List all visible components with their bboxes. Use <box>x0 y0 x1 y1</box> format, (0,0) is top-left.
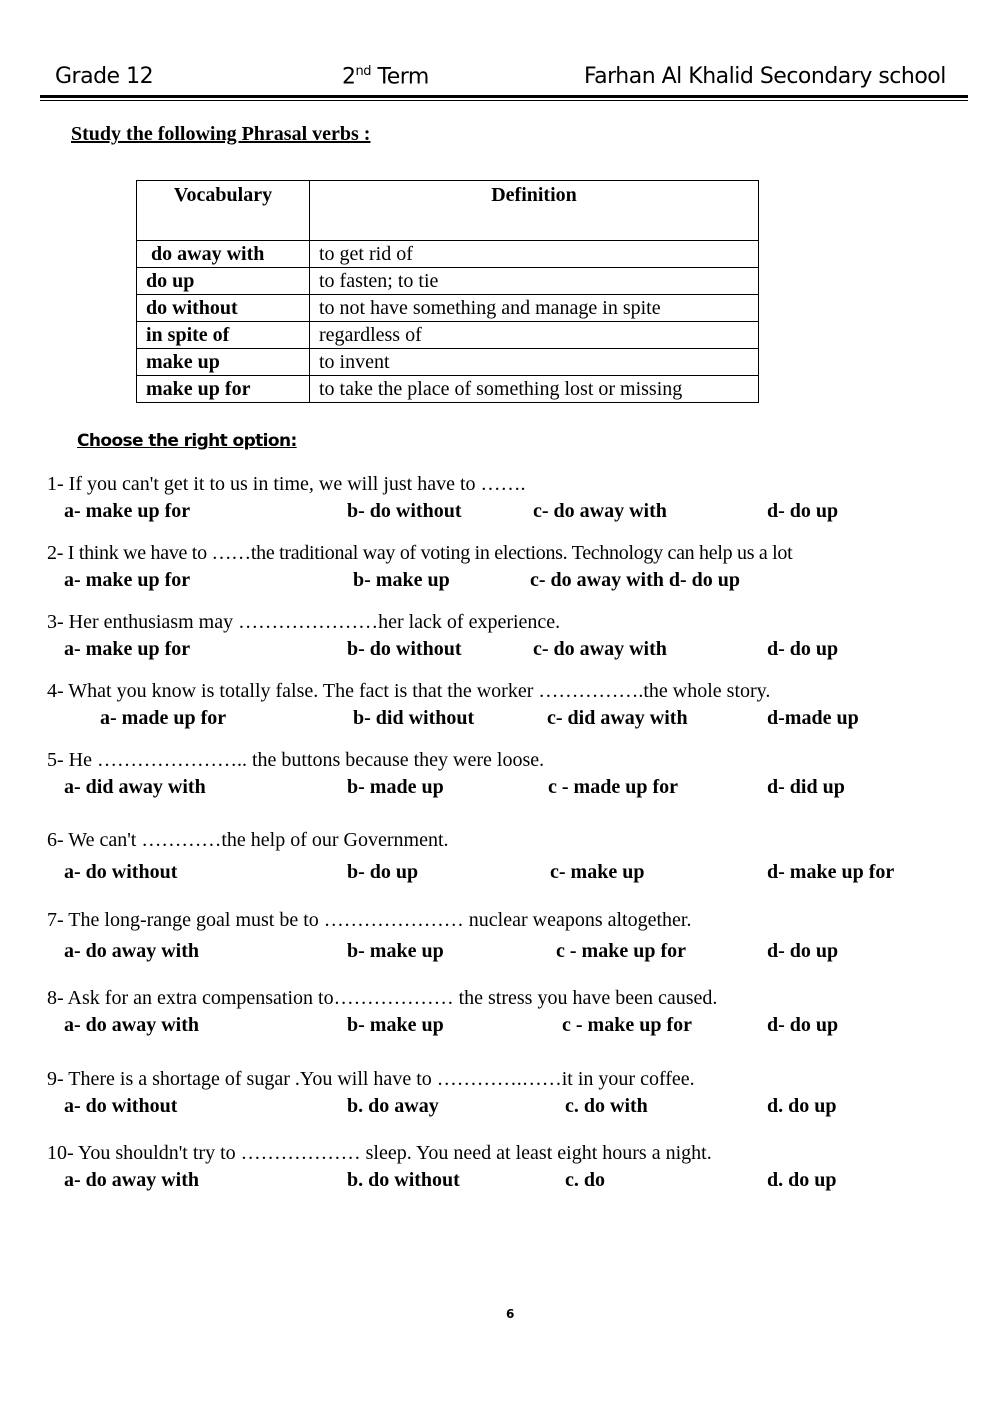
question-3-option-c[interactable]: c- do away with <box>533 638 667 660</box>
vocab-definition: to fasten; to tie <box>310 268 759 295</box>
exercise-title: Choose the right option: <box>77 431 297 451</box>
question-10-option-d[interactable]: d. do up <box>767 1169 837 1191</box>
header-school: Farhan Al Khalid Secondary school <box>584 64 946 89</box>
question-4-option-d[interactable]: d-made up <box>767 707 859 729</box>
vocab-definition: regardless of <box>310 322 759 349</box>
question-8-option-d[interactable]: d- do up <box>767 1014 839 1036</box>
section-title: Study the following Phrasal verbs : <box>71 123 371 145</box>
vocab-definition: to take the place of something lost or missing <box>310 376 759 403</box>
question-4-text: 4- What you know is totally false. The fact is that the worker …………….the whole story. <box>47 680 771 702</box>
question-4-option-a[interactable]: a- made up for <box>100 707 227 729</box>
question-10-option-b[interactable]: b. do without <box>347 1169 460 1191</box>
question-7-text: 7- The long-range goal must be to ………………… nuclear weapons altogether. <box>47 909 692 931</box>
question-7-option-b[interactable]: b- make up <box>347 940 444 962</box>
page-number: 6 <box>506 1307 515 1321</box>
question-2-option-b[interactable]: b- make up <box>353 569 450 591</box>
table-row <box>137 322 759 349</box>
question-9-option-c[interactable]: c. do with <box>565 1095 648 1117</box>
vocab-definition: to not have something and manage in spite <box>310 295 759 322</box>
question-3-text: 3- Her enthusiasm may …………………her lack of experience. <box>47 611 561 633</box>
question-5-option-c[interactable]: c - made up for <box>548 776 678 798</box>
header-term <box>342 64 429 89</box>
question-6-option-c[interactable]: c- make up <box>550 861 645 883</box>
vocab-word: do up <box>137 268 310 295</box>
question-8-option-c[interactable]: c - make up for <box>562 1014 692 1036</box>
question-1-option-b[interactable]: b- do without <box>347 500 462 522</box>
table-row <box>137 295 759 322</box>
question-6-option-b[interactable]: b- do up <box>347 861 419 883</box>
question-8-option-b[interactable]: b- make up <box>347 1014 444 1036</box>
question-5-option-b[interactable]: b- made up <box>347 776 444 798</box>
vocab-word: do away with <box>137 241 310 268</box>
question-8-option-a[interactable]: a- do away with <box>64 1014 200 1036</box>
table-row <box>137 241 759 268</box>
question-6-option-a[interactable]: a- do without <box>64 861 178 883</box>
question-1-option-a[interactable]: a- make up for <box>64 500 191 522</box>
question-5-option-d[interactable]: d- did up <box>767 776 845 798</box>
header-term-number: 2 <box>342 64 356 90</box>
definition-header: Definition <box>310 181 759 241</box>
vocab-word: do without <box>137 295 310 322</box>
table-row <box>137 376 759 403</box>
question-4-option-c[interactable]: c- did away with <box>547 707 688 729</box>
header-grade: Grade 12 <box>55 64 154 89</box>
question-5-option-a[interactable]: a- did away with <box>64 776 206 798</box>
question-7-option-d[interactable]: d- do up <box>767 940 839 962</box>
table-header-row <box>137 181 759 241</box>
header-rule <box>40 95 968 98</box>
question-8-text: 8- Ask for an extra compensation to……………… the stress you have been caused. <box>47 987 718 1009</box>
question-7-option-c[interactable]: c - make up for <box>556 940 686 962</box>
question-9-option-a[interactable]: a- do without <box>64 1095 178 1117</box>
question-2-option-a[interactable]: a- make up for <box>64 569 191 591</box>
question-1-option-d[interactable]: d- do up <box>767 500 839 522</box>
question-6-text: 6- We can't …………the help of our Government. <box>47 829 449 851</box>
header-rule-thin <box>40 100 968 101</box>
vocabulary-header: Vocabulary <box>137 181 310 241</box>
question-3-option-d[interactable]: d- do up <box>767 638 839 660</box>
question-2-option-c[interactable]: c- do away with d- do up <box>530 569 741 591</box>
question-10-option-a[interactable]: a- do away with <box>64 1169 200 1191</box>
question-7-option-a[interactable]: a- do away with <box>64 940 200 962</box>
question-9-text: 9- There is a shortage of sugar .You will have to ………….……it in your coffee. <box>47 1068 695 1090</box>
question-3-option-b[interactable]: b- do without <box>347 638 462 660</box>
question-10-text: 10- You shouldn't try to ……………… sleep. You need at least eight hours a night. <box>47 1142 712 1164</box>
question-4-option-b[interactable]: b- did without <box>353 707 475 729</box>
question-9-option-d[interactable]: d. do up <box>767 1095 837 1117</box>
vocab-word: in spite of <box>137 322 310 349</box>
question-5-text: 5- He ………………….. the buttons because they were loose. <box>47 749 545 771</box>
vocab-word: make up <box>137 349 310 376</box>
header-term-word: Term <box>377 64 429 90</box>
table-row <box>137 268 759 295</box>
vocab-definition: to invent <box>310 349 759 376</box>
question-2-text: 2- I think we have to ……the traditional way of voting in elections. Technology can help us a lot <box>47 542 793 564</box>
question-10-option-c[interactable]: c. do <box>565 1169 605 1191</box>
question-9-option-b[interactable]: b. do away <box>347 1095 439 1117</box>
question-6-option-d[interactable]: d- make up for <box>767 861 895 883</box>
table-row <box>137 349 759 376</box>
vocab-word: make up for <box>137 376 310 403</box>
vocabulary-table <box>136 180 759 403</box>
question-1-option-c[interactable]: c- do away with <box>533 500 667 522</box>
question-1-text: 1- If you can't get it to us in time, we will just have to ……. <box>47 473 526 495</box>
header-term-suffix: nd <box>355 64 371 79</box>
question-3-option-a[interactable]: a- make up for <box>64 638 191 660</box>
vocab-definition: to get rid of <box>310 241 759 268</box>
